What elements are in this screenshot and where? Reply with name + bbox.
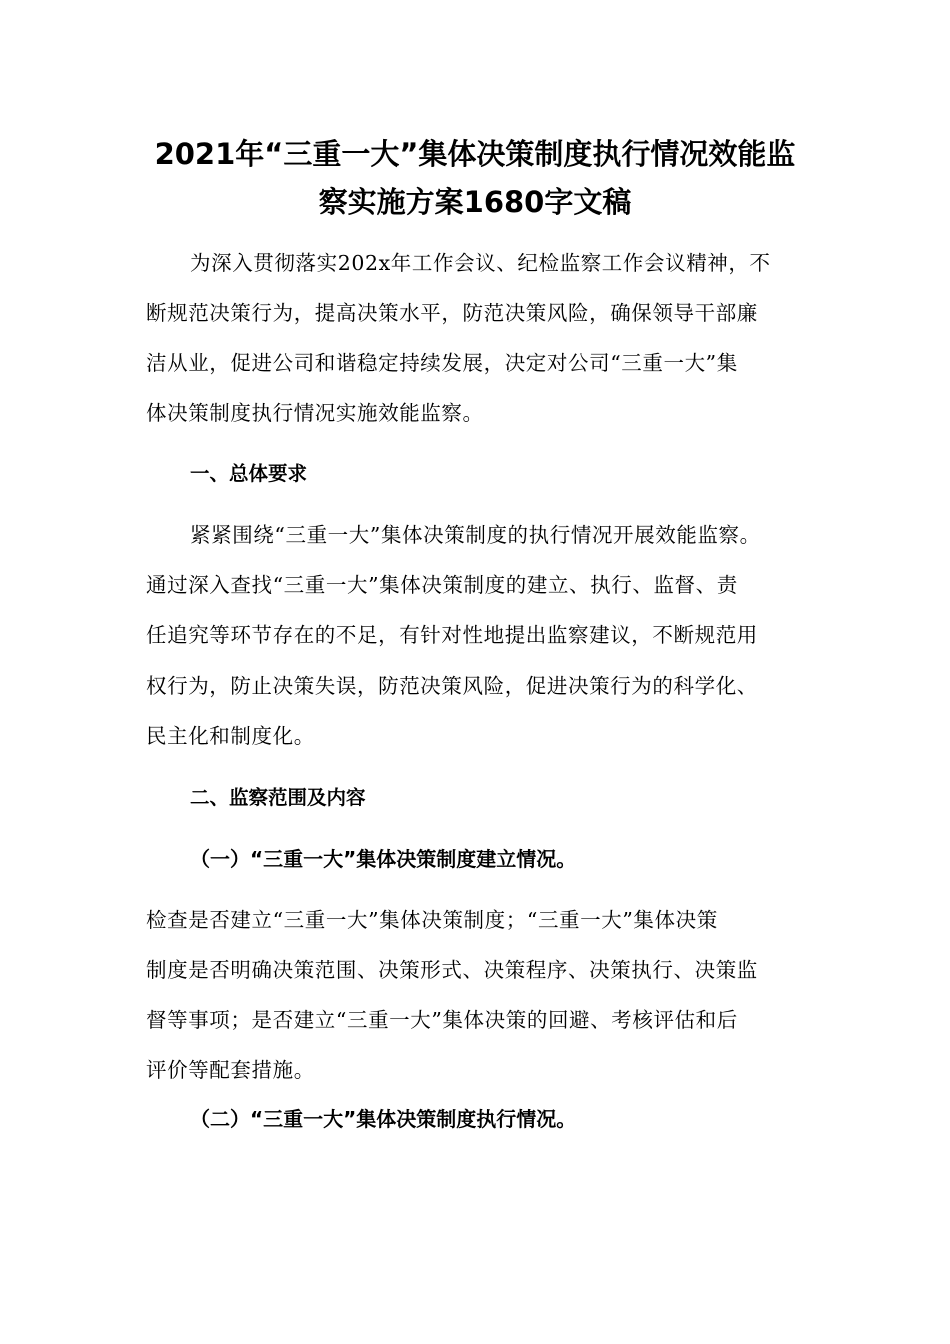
subsection-1-heading: （一）“三重一大”集体决策制度建立情况。 <box>190 847 577 871</box>
intro-line: 体决策制度执行情况实施效能监察。 <box>146 401 484 425</box>
intro-line: 洁从业，促进公司和谐稳定持续发展，决定对公司“三重一大”集 <box>146 351 738 375</box>
section-1-line: 民主化和制度化。 <box>146 724 315 748</box>
document-title-line-1: 2021年“三重一大”集体决策制度执行情况效能监 <box>154 137 796 171</box>
document-title-line-2: 察实施方案1680字文稿 <box>318 185 632 219</box>
section-1-line: 权行为，防止决策失误，防范决策风险，促进决策行为的科学化、 <box>146 674 758 698</box>
section-2-heading: 二、监察范围及内容 <box>190 786 366 809</box>
section-1-line: 紧紧围绕“三重一大”集体决策制度的执行情况开展效能监察。 <box>190 523 761 547</box>
section-1-line: 通过深入查找“三重一大”集体决策制度的建立、执行、监督、责 <box>146 573 738 597</box>
subsection-1-line: 检查是否建立“三重一大”集体决策制度；“三重一大”集体决策 <box>146 908 718 932</box>
intro-line: 断规范决策行为，提高决策水平，防范决策风险，确保领导干部廉 <box>146 301 758 325</box>
subsection-2-heading: （二）“三重一大”集体决策制度执行情况。 <box>190 1107 577 1131</box>
subsection-1-line: 制度是否明确决策范围、决策形式、决策程序、决策执行、决策监 <box>146 958 758 982</box>
subsection-1-line: 评价等配套措施。 <box>146 1058 315 1082</box>
section-1-line: 任追究等环节存在的不足，有针对性地提出监察建议，不断规范用 <box>146 623 758 647</box>
section-1-heading: 一、总体要求 <box>190 462 308 485</box>
subsection-1-line: 督等事项；是否建立“三重一大”集体决策的回避、考核评估和后 <box>146 1008 738 1032</box>
intro-line: 为深入贯彻落实202x年工作会议、纪检监察工作会议精神，不 <box>190 251 771 275</box>
